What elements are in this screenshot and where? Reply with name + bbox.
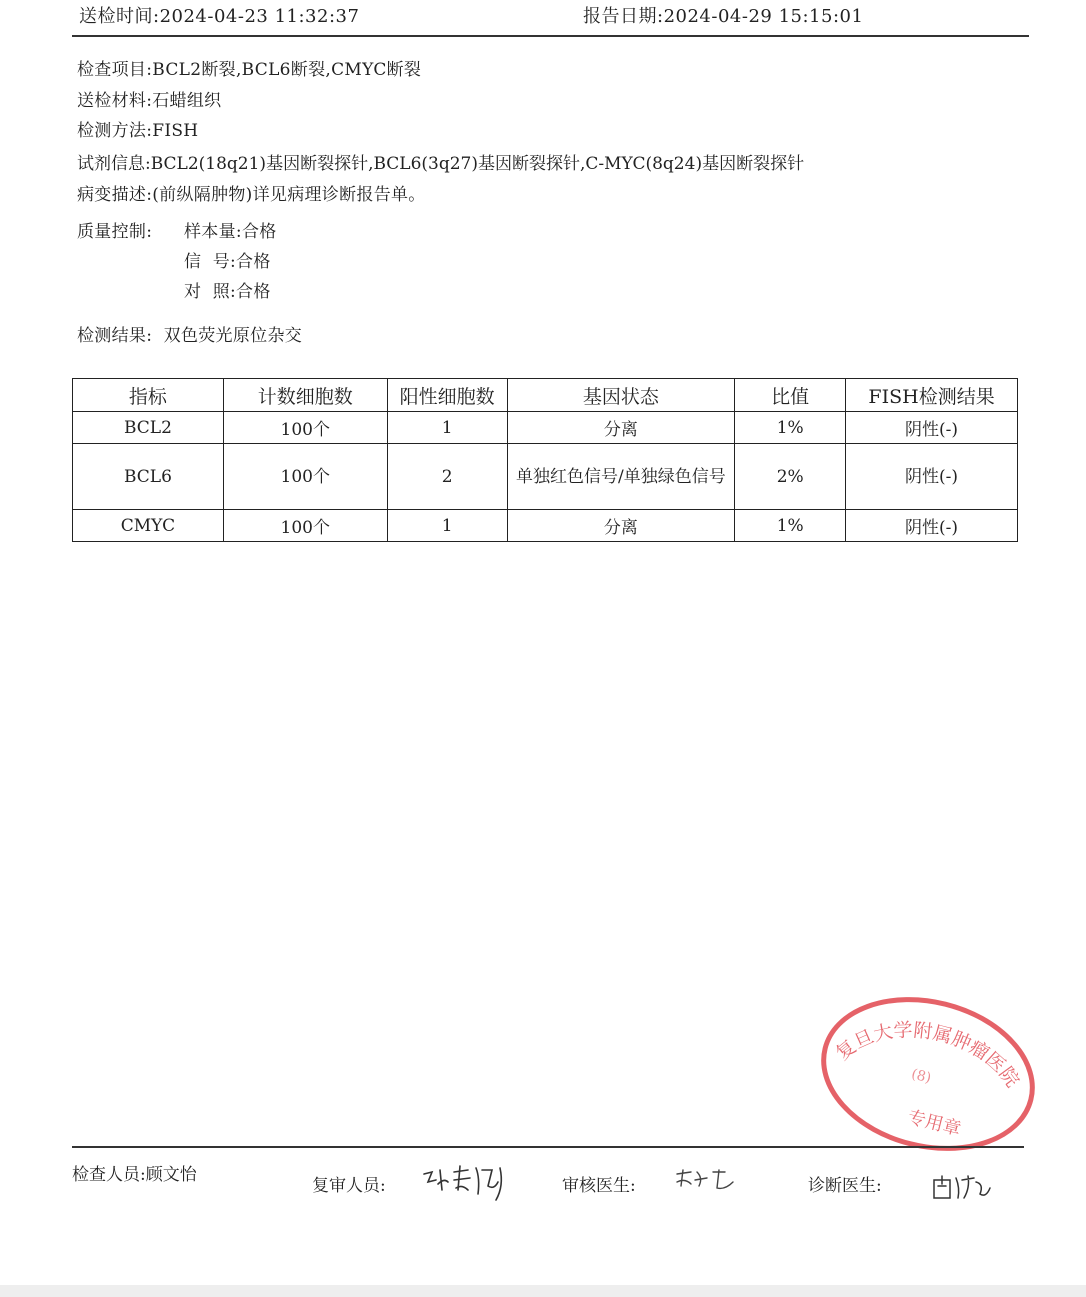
control-label: 对 照: [184, 282, 237, 302]
cell-indicator: BCL6 [73, 444, 224, 510]
result-line [77, 321, 302, 346]
lesion-label: 病变描述: [77, 185, 153, 205]
footer-divider [72, 1146, 1024, 1148]
reagent-label: 试剂信息: [77, 154, 151, 174]
signal-value: 合格 [236, 252, 271, 272]
page-bottom-edge [0, 1285, 1086, 1297]
cell-count: 100个 [223, 412, 387, 444]
cell-indicator: BCL2 [73, 412, 224, 444]
examiner [72, 1160, 197, 1185]
cell-indicator: CMYC [73, 510, 224, 542]
material-label: 送检材料: [77, 91, 153, 111]
method-label: 检测方法: [77, 121, 153, 141]
auditor-signature [673, 1166, 739, 1196]
table-row [73, 444, 1018, 510]
svg-text:(8): (8) [909, 1066, 933, 1087]
quality-label: 质量控制: [77, 222, 153, 242]
reviewer-label: 复审人员: [312, 1176, 386, 1196]
cell-count: 100个 [223, 510, 387, 542]
reagent-value: BCL2(18q21)基因断裂探针,BCL6(3q27)基因断裂探针,C-MYC(8q24)基因断裂探针 [150, 154, 805, 174]
signal-label: 信 号: [184, 252, 237, 272]
table-row [73, 412, 1018, 444]
items-value: BCL2断裂,BCL6断裂,CMYC断裂 [152, 60, 422, 80]
lesion-line [77, 180, 426, 205]
control-value: 合格 [236, 282, 271, 302]
auditor-label: 审核医生: [562, 1176, 636, 1196]
svg-text:复旦大学附属肿瘤医院: 复旦大学附属肿瘤医院 [831, 1019, 1024, 1092]
reviewer-signature [418, 1160, 508, 1206]
diagnosis-signature [930, 1170, 994, 1204]
results-table [72, 378, 1018, 542]
report-date [583, 2, 863, 28]
method-value: FISH [152, 121, 199, 141]
send-time-label: 送检时间: [79, 6, 160, 27]
examiner-label: 检查人员: [72, 1165, 146, 1185]
cell-positive: 2 [387, 444, 507, 510]
col-header-positive: 阳性细胞数 [387, 379, 507, 412]
send-time [79, 2, 359, 28]
cell-positive: 1 [387, 510, 507, 542]
official-stamp [812, 990, 1044, 1158]
header-divider [72, 35, 1029, 37]
send-time-value: 2024-04-23 11:32:37 [159, 6, 360, 27]
lesion-value: (前纵隔肿物)详见病理诊断报告单。 [152, 185, 426, 205]
cell-gene-status: 分离 [507, 510, 735, 542]
quality-sample [184, 217, 277, 242]
table-header-row [73, 379, 1018, 412]
result-label: 检测结果: [77, 326, 153, 346]
result-value: 双色荧光原位杂交 [163, 326, 303, 346]
col-header-count: 计数细胞数 [223, 379, 387, 412]
sample-label: 样本量: [184, 222, 242, 242]
examiner-value: 顾文怡 [145, 1165, 197, 1185]
sample-value: 合格 [241, 222, 277, 242]
cell-fish-result: 阴性(-) [846, 412, 1018, 444]
cell-ratio: 2% [735, 444, 846, 510]
quality-control [184, 277, 271, 302]
material-value: 石蜡组织 [152, 91, 222, 111]
items-line [77, 55, 421, 80]
reagent-line [77, 149, 804, 174]
col-header-fish-result: FISH检测结果 [846, 379, 1018, 412]
cell-gene-status: 单独红色信号/单独绿色信号 [507, 444, 735, 510]
col-header-indicator: 指标 [73, 379, 224, 412]
report-date-label: 报告日期: [583, 6, 664, 27]
cell-ratio: 1% [735, 510, 846, 542]
col-header-ratio: 比值 [735, 379, 846, 412]
cell-ratio: 1% [735, 412, 846, 444]
items-label: 检查项目: [77, 60, 153, 80]
cell-gene-status: 分离 [507, 412, 735, 444]
diagnosis-label: 诊断医生: [808, 1176, 882, 1196]
quality-signal [184, 247, 271, 272]
report-date-value: 2024-04-29 15:15:01 [663, 6, 864, 27]
svg-text:专用章: 专用章 [905, 1106, 963, 1141]
method-line [77, 116, 198, 141]
cell-fish-result: 阴性(-) [846, 510, 1018, 542]
cell-positive: 1 [387, 412, 507, 444]
cell-count: 100个 [223, 444, 387, 510]
material-line [77, 86, 221, 111]
cell-fish-result: 阴性(-) [846, 444, 1018, 510]
table-row [73, 510, 1018, 542]
col-header-gene-status: 基因状态 [507, 379, 735, 412]
